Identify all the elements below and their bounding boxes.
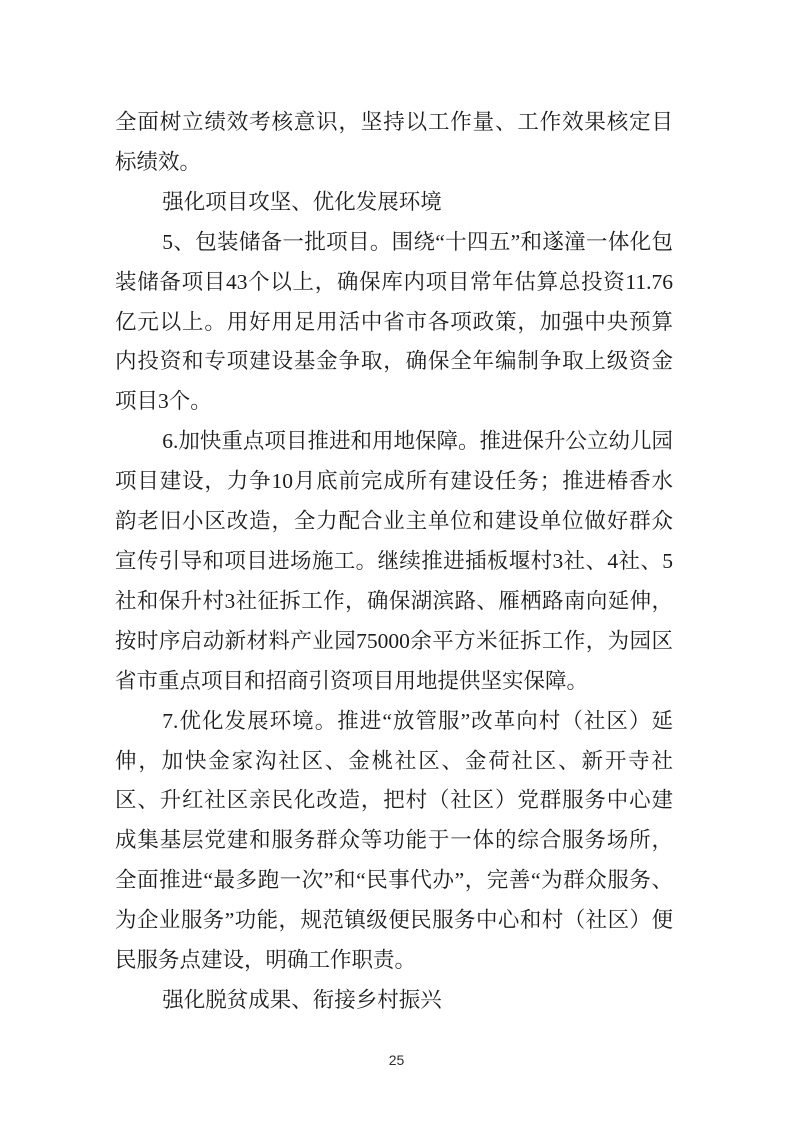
document-body bbox=[115, 103, 673, 1021]
section-heading-rural-revitalization: 强化脱贫成果、衔接乡村振兴 bbox=[162, 987, 442, 1012]
paragraph-continuation: 全面树立绩效考核意识，坚持以工作量、工作效果核定目标绩效。 bbox=[115, 110, 673, 174]
paragraph-item-5: 5、包装储备一批项目。围绕“十四五”和遂潼一体化包装储备项目43个以上，确保库内项目常年估算总投资11.76亿元以上。用好用足用活中省市各项政策，加强中央预算内投资和专项建设基金争取，确保全年编制争取上级资金项目3个。 bbox=[115, 229, 673, 414]
page-number: 25 bbox=[388, 1052, 405, 1068]
paragraph-item-6: 6.加快重点项目推进和用地保障。推进保升公立幼儿园项目建设，力争10月底前完成所有建设任务；推进椿香水韵老旧小区改造，全力配合业主单位和建设单位做好群众宣传引导和项目进场施工。继续推进插板堰村3社、4社、5社和保升村3社征拆工作，确保湖滨路、雁栖路南向延伸，按时序启动新材料产业园75000余平方米征拆工作，为园区省市重点项目和招商引资项目用地提供坚实保障。 bbox=[115, 429, 673, 693]
section-heading-project-development: 强化项目攻坚、优化发展环境 bbox=[162, 189, 442, 214]
paragraph-item-7: 7.优化发展环境。推进“放管服”改革向村（社区）延伸，加快金家沟社区、金桃社区、金荷社区、新开寺社区、升红社区亲民化改造，把村（社区）党群服务中心建成集基层党建和服务群众等功能于一体的综合服务场所，全面推进“最多跑一次”和“民事代办”，完善“为群众服务、为企业服务”功能，规范镇级便民服务中心和村（社区）便民服务点建设，明确工作职责。 bbox=[115, 708, 673, 973]
